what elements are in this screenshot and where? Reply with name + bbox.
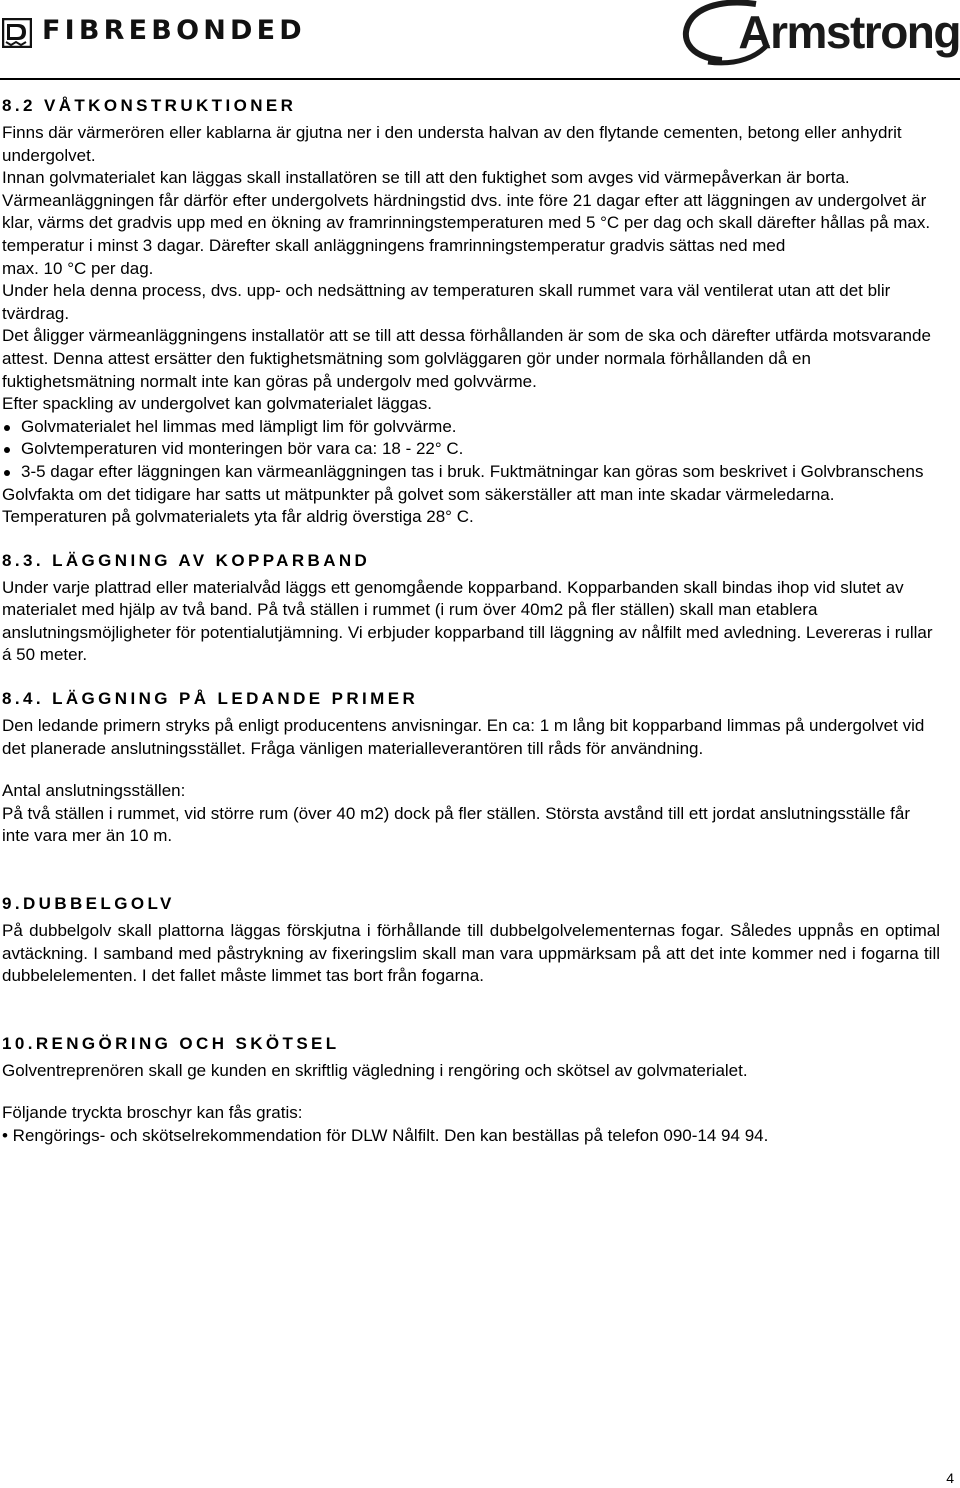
page-number: 4 [946,1470,954,1486]
fibrebonded-logo-text: FIBREBONDED [42,15,306,46]
section-heading: 8.3. LÄGGNING AV KOPPARBAND [2,550,371,570]
list-item: Golvmaterialet hel limmas med lämpligt lim för golvvärme. [2,416,940,439]
list-item: Golvtemperaturen vid monteringen bör vara ca: 18 - 22° C. [2,438,940,461]
section-10 [2,1032,940,1148]
paragraph: Golventreprenören skall ge kunden en skriftlig vägledning i rengöring och skötsel av golvmaterialet. [2,1060,748,1080]
section-8-4 [2,687,940,848]
paragraph: På dubbelgolv skall plattorna läggas förskjutna i förhållande till dubbelgolvelementernas fogar. Således uppnås en optimal avtäckning. I samband med påstrykning av fixeringslim skall man vara uppmärksam på att det inte kommer ned i fogarna till dubbelelementen. I det fallet måste limmet tas bort från fogarna. [2,921,940,986]
paragraph: Under hela denna process, dvs. upp- och nedsättning av temperaturen skall rummet vara väl ventilerat utan att det blir tvärdrag. [2,281,891,323]
paragraph: Den ledande primern stryks på enligt producentens anvisningar. En ca: 1 m lång bit kopparband limmas på undergolvet vid det planerade anslutningsstället. Fråga vänligen materialleverantören till råds för användning. [2,716,925,758]
section-heading: 10.RENGÖRING OCH SKÖTSEL [2,1033,340,1053]
section-heading: 8.4. LÄGGNING PÅ LEDANDE PRIMER [2,689,419,709]
section-9 [2,892,940,988]
page-header [0,0,960,70]
paragraph: Finns där värmerören eller kablarna är gjutna ner i den understa halvan av den flytande cementen, betong eller anhydrit undergolvet. [2,123,902,165]
paragraph: Efter spackling av undergolvet kan golvmaterialet läggas. [2,394,432,414]
paragraph: Temperaturen på golvmaterialets yta får aldrig överstiga 28° C. [2,507,474,527]
paragraph: På två ställen i rummet, vid större rum (över 40 m2) dock på fler ställen. Största avstånd till ett jordat anslutningsställe får inte vara mer än 10 m. [2,803,910,846]
section-heading: 9.DUBBELGOLV [2,894,175,914]
paragraph: Följande tryckta broschyr kan fås gratis: [2,1103,303,1123]
paragraph: Antal anslutningsställen: [2,781,186,801]
fibrebonded-logo-icon [2,18,32,48]
paragraph: Värmeanläggningen får därför efter undergolvets härdningstid dvs. inte före 21 dagar efter att läggningen av undergolvet är klar, värms det gradvis upp med en ökning av framrinningstemperaturen med 5 °C per dag och skall därefter hållas på max. temperatur i minst 3 dagar. Därefter skall anläggningens framrinningstemperatur gradvis sättas ned med [2,190,931,255]
paragraph: Innan golvmaterialet kan läggas skall installatören se till att den fuktighet som avges vid värmepåverkan är borta. [2,168,850,188]
header-divider [0,78,960,80]
paragraph: Under varje plattrad eller materialvåd läggs ett genomgående kopparband. Kopparbanden skall bindas ihop vid slutet av materialet med hjälp av två band. På två ställen i rummet (i rum över 40m2 på fler ställen) skall man etablera anslutningsmöjligheter för potentialutjämning. Vi erbjuder kopparband till läggning av nålfilt med avledning. Levereras i rullar á 50 meter. [2,577,933,665]
section-heading: 8.2 VÅTKONSTRUKTIONER [2,96,297,115]
section-8-3 [2,549,940,667]
armstrong-logo-text: Armstrong [738,6,960,58]
paragraph: Det åligger värmeanläggningens installatör att se till att dessa förhållanden är som de ska och därefter utfärda motsvarande attest. Denna attest ersätter den fuktighetsmätning som golvläggaren gör under normala förhållanden då en fuktighetsmätning normalt inte kan göras på undergolv med golvvärme. [2,326,931,391]
list-item: 3-5 dagar efter läggningen kan värmeanläggningen tas i bruk. Fuktmätningar kan göras som beskrivet i Golvbranschens Golvfakta om det tidigare har satts ut mätpunkter på golvet som säkerställer att man inte skadar värmeledarna. [2,461,940,506]
section-8-2 [2,94,940,529]
paragraph: • Rengörings- och skötselrekommendation för DLW Nålfilt. Den kan beställas på telefon 090-14 94 94. [2,1126,769,1145]
paragraph: max. 10 °C per dag. [2,258,154,278]
document-body [2,94,940,1148]
armstrong-logo [678,0,960,70]
